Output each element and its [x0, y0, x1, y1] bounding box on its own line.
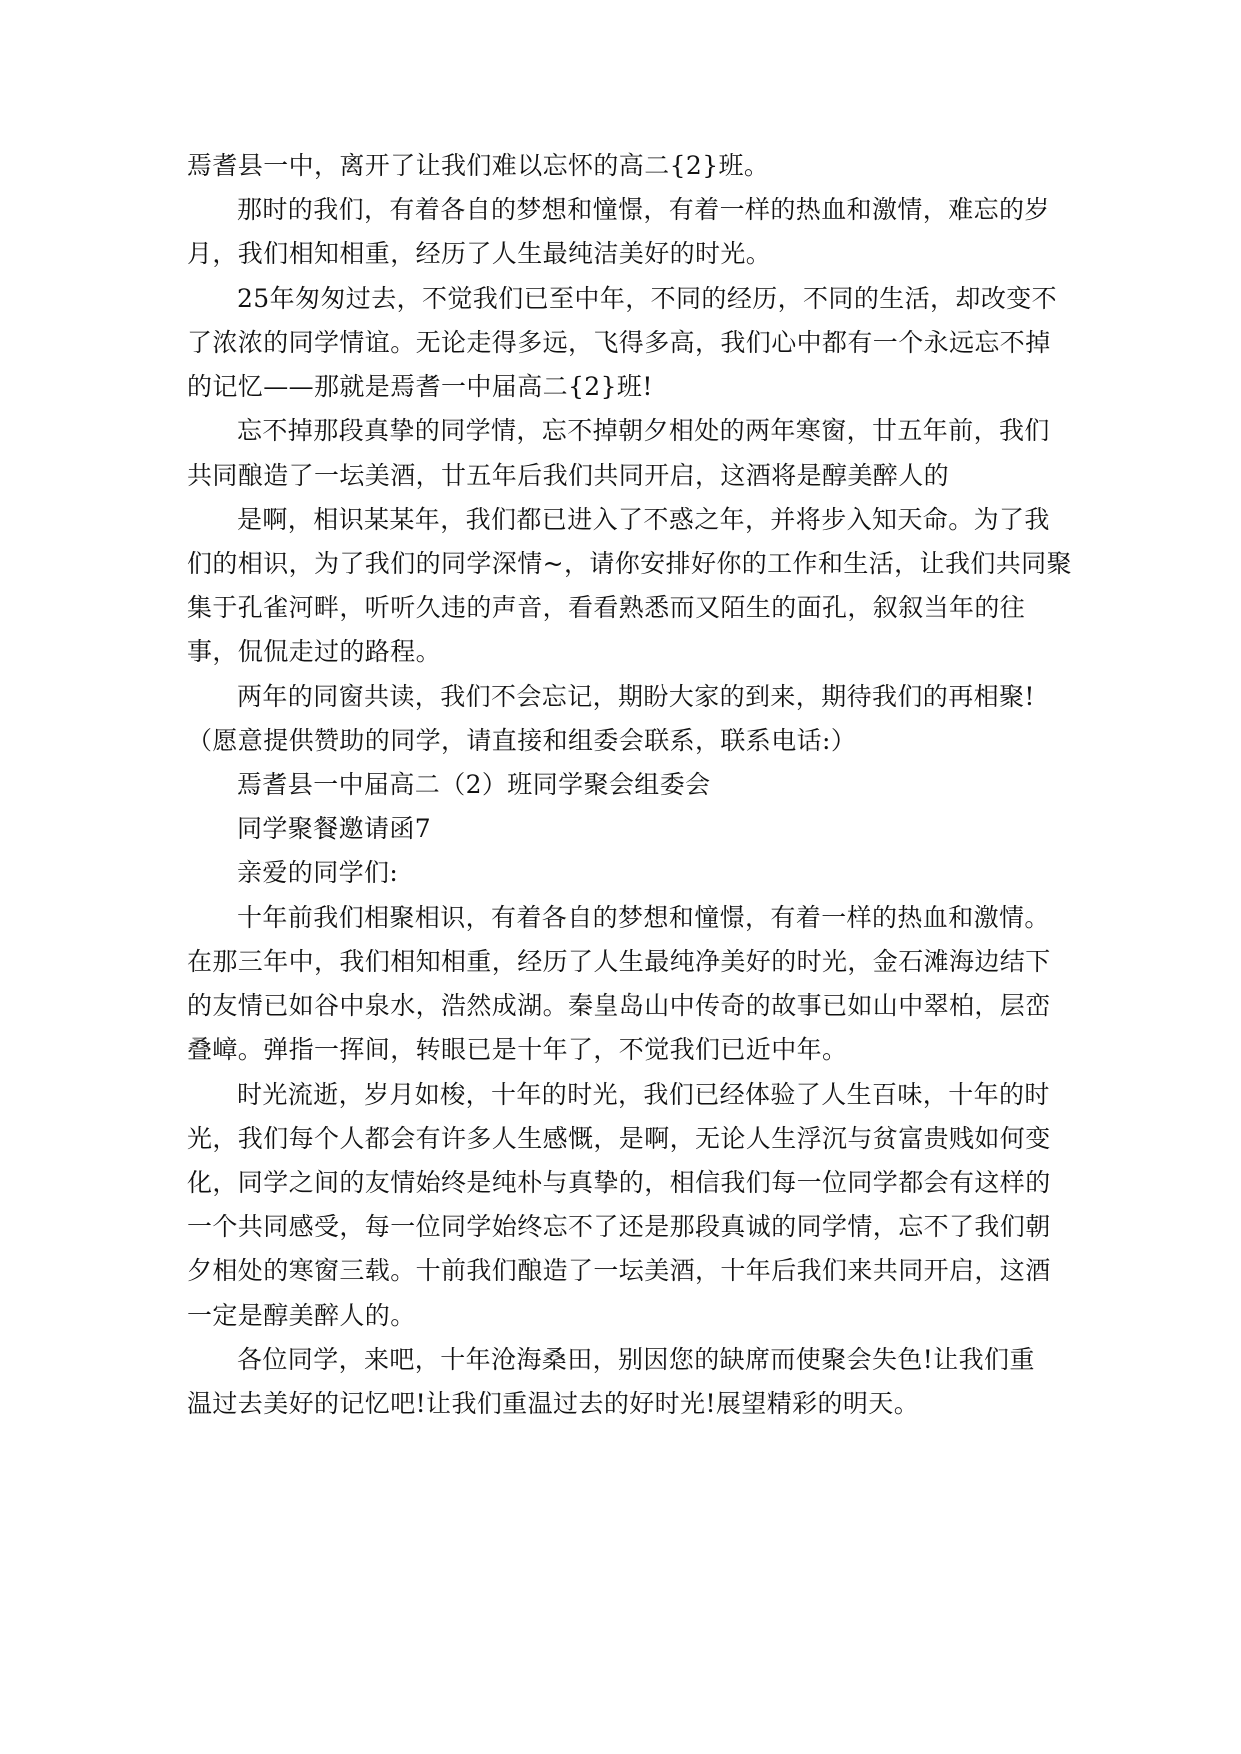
text-line: 化，同学之间的友情始终是纯朴与真挚的，相信我们每一位同学都会有这样的: [187, 1168, 1051, 1197]
text-line: 一个共同感受，每一位同学始终忘不了还是那段真诚的同学情，忘不了我们朝: [187, 1212, 1051, 1241]
text-line: 时光流逝，岁月如梭，十年的时光，我们已经体验了人生百味，十年的时: [237, 1080, 1050, 1109]
text-line: 夕相处的寒窗三载。十前我们酿造了一坛美酒，十年后我们来共同开启，这酒: [187, 1256, 1051, 1285]
text-line: 共同酿造了一坛美酒，廿五年后我们共同开启，这酒将是醇美醉人的: [187, 461, 950, 490]
text-line: 月，我们相知相重，经历了人生最纯洁美好的时光。: [187, 239, 772, 268]
text-line: 焉耆县一中届高二（2）班同学聚会组委会: [237, 770, 711, 799]
text-line: 叠嶂。弹指一挥间，转眼已是十年了，不觉我们已近中年。: [187, 1035, 848, 1064]
text-line: 事，侃侃走过的路程。: [187, 637, 442, 666]
text-line: 25年匆匆过去，不觉我们已至中年，不同的经历，不同的生活，却改变不: [237, 284, 1058, 313]
text-line: 在那三年中，我们相知相重，经历了人生最纯净美好的时光，金石滩海边结下: [187, 947, 1051, 976]
text-line: 的友情已如谷中泉水，浩然成湖。秦皇岛山中传奇的故事已如山中翠柏，层峦: [187, 991, 1051, 1020]
text-line: 那时的我们，有着各自的梦想和憧憬，有着一样的热血和激情，难忘的岁: [237, 195, 1050, 224]
text-line: 亲爱的同学们:: [237, 858, 399, 887]
text-line: 们的相识，为了我们的同学深情~，请你安排好你的工作和生活，让我们共同聚: [187, 549, 1072, 578]
text-line: （愿意提供赞助的同学，请直接和组委会联系，联系电话:）: [187, 726, 857, 755]
text-line: 温过去美好的记忆吧!让我们重温过去的好时光!展望精彩的明天。: [187, 1389, 920, 1418]
text-line: 了浓浓的同学情谊。无论走得多远，飞得多高，我们心中都有一个永远忘不掉: [187, 328, 1051, 357]
text-line: 集于孔雀河畔，听听久违的声音，看看熟悉而又陌生的面孔，叙叙当年的往: [187, 593, 1026, 622]
text-line: 两年的同窗共读，我们不会忘记，期盼大家的到来，期待我们的再相聚!: [237, 682, 1035, 711]
text-line: 同学聚餐邀请函7: [237, 814, 432, 843]
text-line: 是啊，相识某某年，我们都已进入了不惑之年，并将步入知天命。为了我: [237, 505, 1050, 534]
text-line: 焉耆县一中，离开了让我们难以忘怀的高二{2}班。: [187, 151, 770, 180]
text-line: 各位同学，来吧，十年沧海桑田，别因您的缺席而使聚会失色!让我们重: [237, 1345, 1035, 1374]
text-line: 十年前我们相聚相识，有着各自的梦想和憧憬，有着一样的热血和激情。: [237, 903, 1050, 932]
text-line: 光，我们每个人都会有许多人生感慨，是啊，无论人生浮沉与贫富贵贱如何变: [187, 1124, 1051, 1153]
text-line: 忘不掉那段真挚的同学情，忘不掉朝夕相处的两年寒窗，廿五年前，我们: [237, 416, 1050, 445]
text-line: 的记忆——那就是焉耆一中届高二{2}班!: [187, 372, 653, 401]
text-line: 一定是醇美醉人的。: [187, 1301, 416, 1330]
